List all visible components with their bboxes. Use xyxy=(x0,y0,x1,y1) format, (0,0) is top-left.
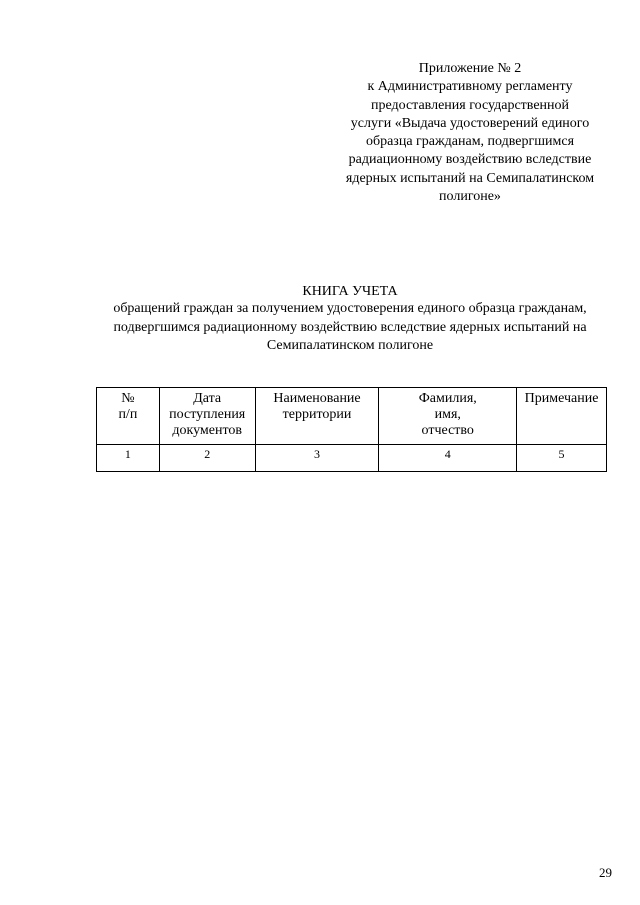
header-line: документов xyxy=(172,423,243,438)
appendix-line: радиационному воздействию вследствие xyxy=(348,152,592,168)
header-cell-number xyxy=(97,388,160,445)
header-line: территории xyxy=(282,407,352,422)
appendix-line: услуги «Выдача удостоверений единого xyxy=(350,115,590,131)
header-line: Дата xyxy=(193,391,222,406)
header-line: Примечание xyxy=(524,391,599,406)
header-cell-note xyxy=(517,388,607,445)
page-number: 29 xyxy=(599,865,612,880)
header-cell-territory xyxy=(255,388,379,445)
appendix-line: полигоне» xyxy=(439,189,501,205)
appendix-header xyxy=(322,60,618,206)
header-line: п/п xyxy=(118,407,138,422)
appendix-line: к Административному регламенту xyxy=(367,79,573,95)
book-subtitle xyxy=(60,300,640,356)
column-number-cell: 5 xyxy=(517,445,607,472)
header-line: Наименование xyxy=(273,391,361,406)
book-title: КНИГА УЧЕТА xyxy=(302,284,398,299)
appendix-line: ядерных испытаний на Семипалатинском xyxy=(345,170,595,186)
column-number-cell: 4 xyxy=(379,445,517,472)
ledger-table xyxy=(96,387,607,472)
header-line: Фамилия, xyxy=(418,391,477,406)
header-cell-name xyxy=(379,388,517,445)
book-subtitle-line: подвергшимся радиационному воздействию вследствие ядерных испытаний на xyxy=(113,319,587,335)
header-line: поступления xyxy=(169,407,246,422)
column-number-cell: 3 xyxy=(255,445,379,472)
header-line: № xyxy=(121,391,135,406)
column-number-cell: 2 xyxy=(159,445,255,472)
book-subtitle-line: Семипалатинском полигоне xyxy=(266,338,434,353)
header-cell-date xyxy=(159,388,255,445)
table-row xyxy=(97,445,607,472)
table-header-row xyxy=(97,388,607,445)
header-line: имя, xyxy=(434,407,461,422)
appendix-line: образца гражданам, подвергшимся xyxy=(365,134,575,150)
appendix-line: предоставления государственной xyxy=(370,97,570,113)
book-subtitle-line: обращений граждан за получением удостоверения единого образца гражданам, xyxy=(113,301,587,316)
column-number-cell: 1 xyxy=(97,445,160,472)
header-line: отчество xyxy=(421,423,474,438)
appendix-line: Приложение № 2 xyxy=(418,61,522,76)
